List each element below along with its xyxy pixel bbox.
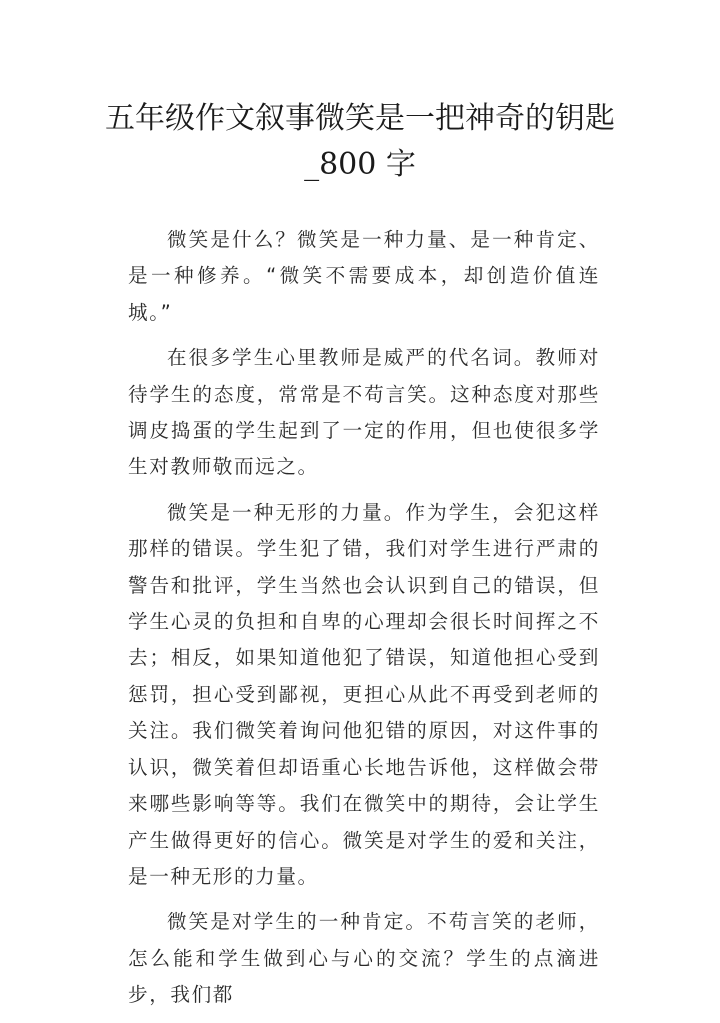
paragraph-4: 微笑是对学生的一种肯定。不苟言笑的老师，怎么能和学生做到心与心的交流？学生的点滴进步，我们都 [128, 910, 600, 1007]
document-body [128, 222, 600, 1023]
paragraph-1: 微笑是什么？微笑是一种力量、是一种肯定、是一种修养。“微笑不需要成本，却创造价值连城。” [128, 228, 600, 324]
paragraph-3: 微笑是一种无形的力量。作为学生，会犯这样那样的错误。学生犯了错，我们对学生进行严肃的警告和批评，学生当然也会认识到自己的错误，但学生心灵的负担和自卑的心理却会很长时间挥之不去；相反，如果知道他犯了错误，知道他担心受到惩罚，担心受到鄙视，更担心从此不再受到老师的关注。我们微笑着询问他犯错的原因，对这件事的认识，微笑着但却语重心长地告诉他，这样做会带来哪些影响等等。我们在微笑中的期待，会让学生产生做得更好的信心。微笑是对学生的爱和关注，是一种无形的力量。 [128, 500, 600, 888]
paragraph-2: 在很多学生心里教师是威严的代名词。教师对待学生的态度，常常是不苟言笑。这种态度对那些调皮捣蛋的学生起到了一定的作用，但也使很多学生对教师敬而远之。 [128, 346, 600, 479]
document-title: 五年级作文叙事微笑是一把神奇的钥匙_800 字 [105, 101, 615, 182]
